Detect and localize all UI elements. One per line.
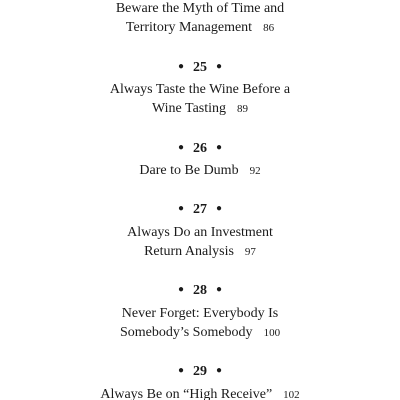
bullet-icon: ●: [177, 61, 184, 72]
toc-entry-page-number: 86: [263, 22, 275, 34]
bullet-icon: ●: [177, 203, 184, 214]
toc-entry-title-line: Territory Management 86: [125, 20, 275, 35]
toc-chapter-number: ● 25 ●: [177, 60, 223, 75]
toc-chapter-number: ● 29 ●: [177, 364, 223, 379]
bullet-icon: ●: [216, 142, 223, 153]
toc-entry-page-number: 100: [263, 327, 281, 339]
bullet-icon: ●: [216, 284, 223, 295]
toc-entry-page-number: 97: [244, 246, 256, 258]
bullet-icon: ●: [177, 142, 184, 153]
toc-entry-page-number: 92: [249, 165, 261, 177]
toc-entry-title-line: Always Taste the Wine Before a: [109, 82, 291, 97]
toc-chapter-number: ● 28 ●: [177, 283, 223, 298]
toc-entry-title-line: Dare to Be Dumb 92: [139, 163, 261, 178]
toc-entry-title-line: Beware the Myth of Time and: [115, 1, 285, 16]
toc-entry-title-line: Return Analysis 97: [144, 244, 256, 259]
toc-entry-title-line: Somebody’s Somebody 100: [119, 325, 281, 340]
toc-entry-title-line: Never Forget: Everybody Is: [121, 306, 279, 321]
bullet-icon: ●: [216, 203, 223, 214]
toc-entry-title-line: Wine Tasting 89: [151, 101, 249, 116]
bullet-icon: ●: [177, 284, 184, 295]
bullet-icon: ●: [216, 365, 223, 376]
toc-entry-title-line: Always Be on “High Receive” 102: [100, 387, 300, 400]
bullet-icon: ●: [177, 365, 184, 376]
toc-entry-page-number: 102: [283, 389, 300, 400]
toc-entry-title-line: Always Do an Investment: [127, 225, 273, 240]
toc-entry-page-number: 89: [237, 103, 249, 115]
bullet-icon: ●: [216, 61, 223, 72]
toc-chapter-number: ● 27 ●: [177, 202, 223, 217]
toc-chapter-number: ● 26 ●: [177, 141, 223, 156]
